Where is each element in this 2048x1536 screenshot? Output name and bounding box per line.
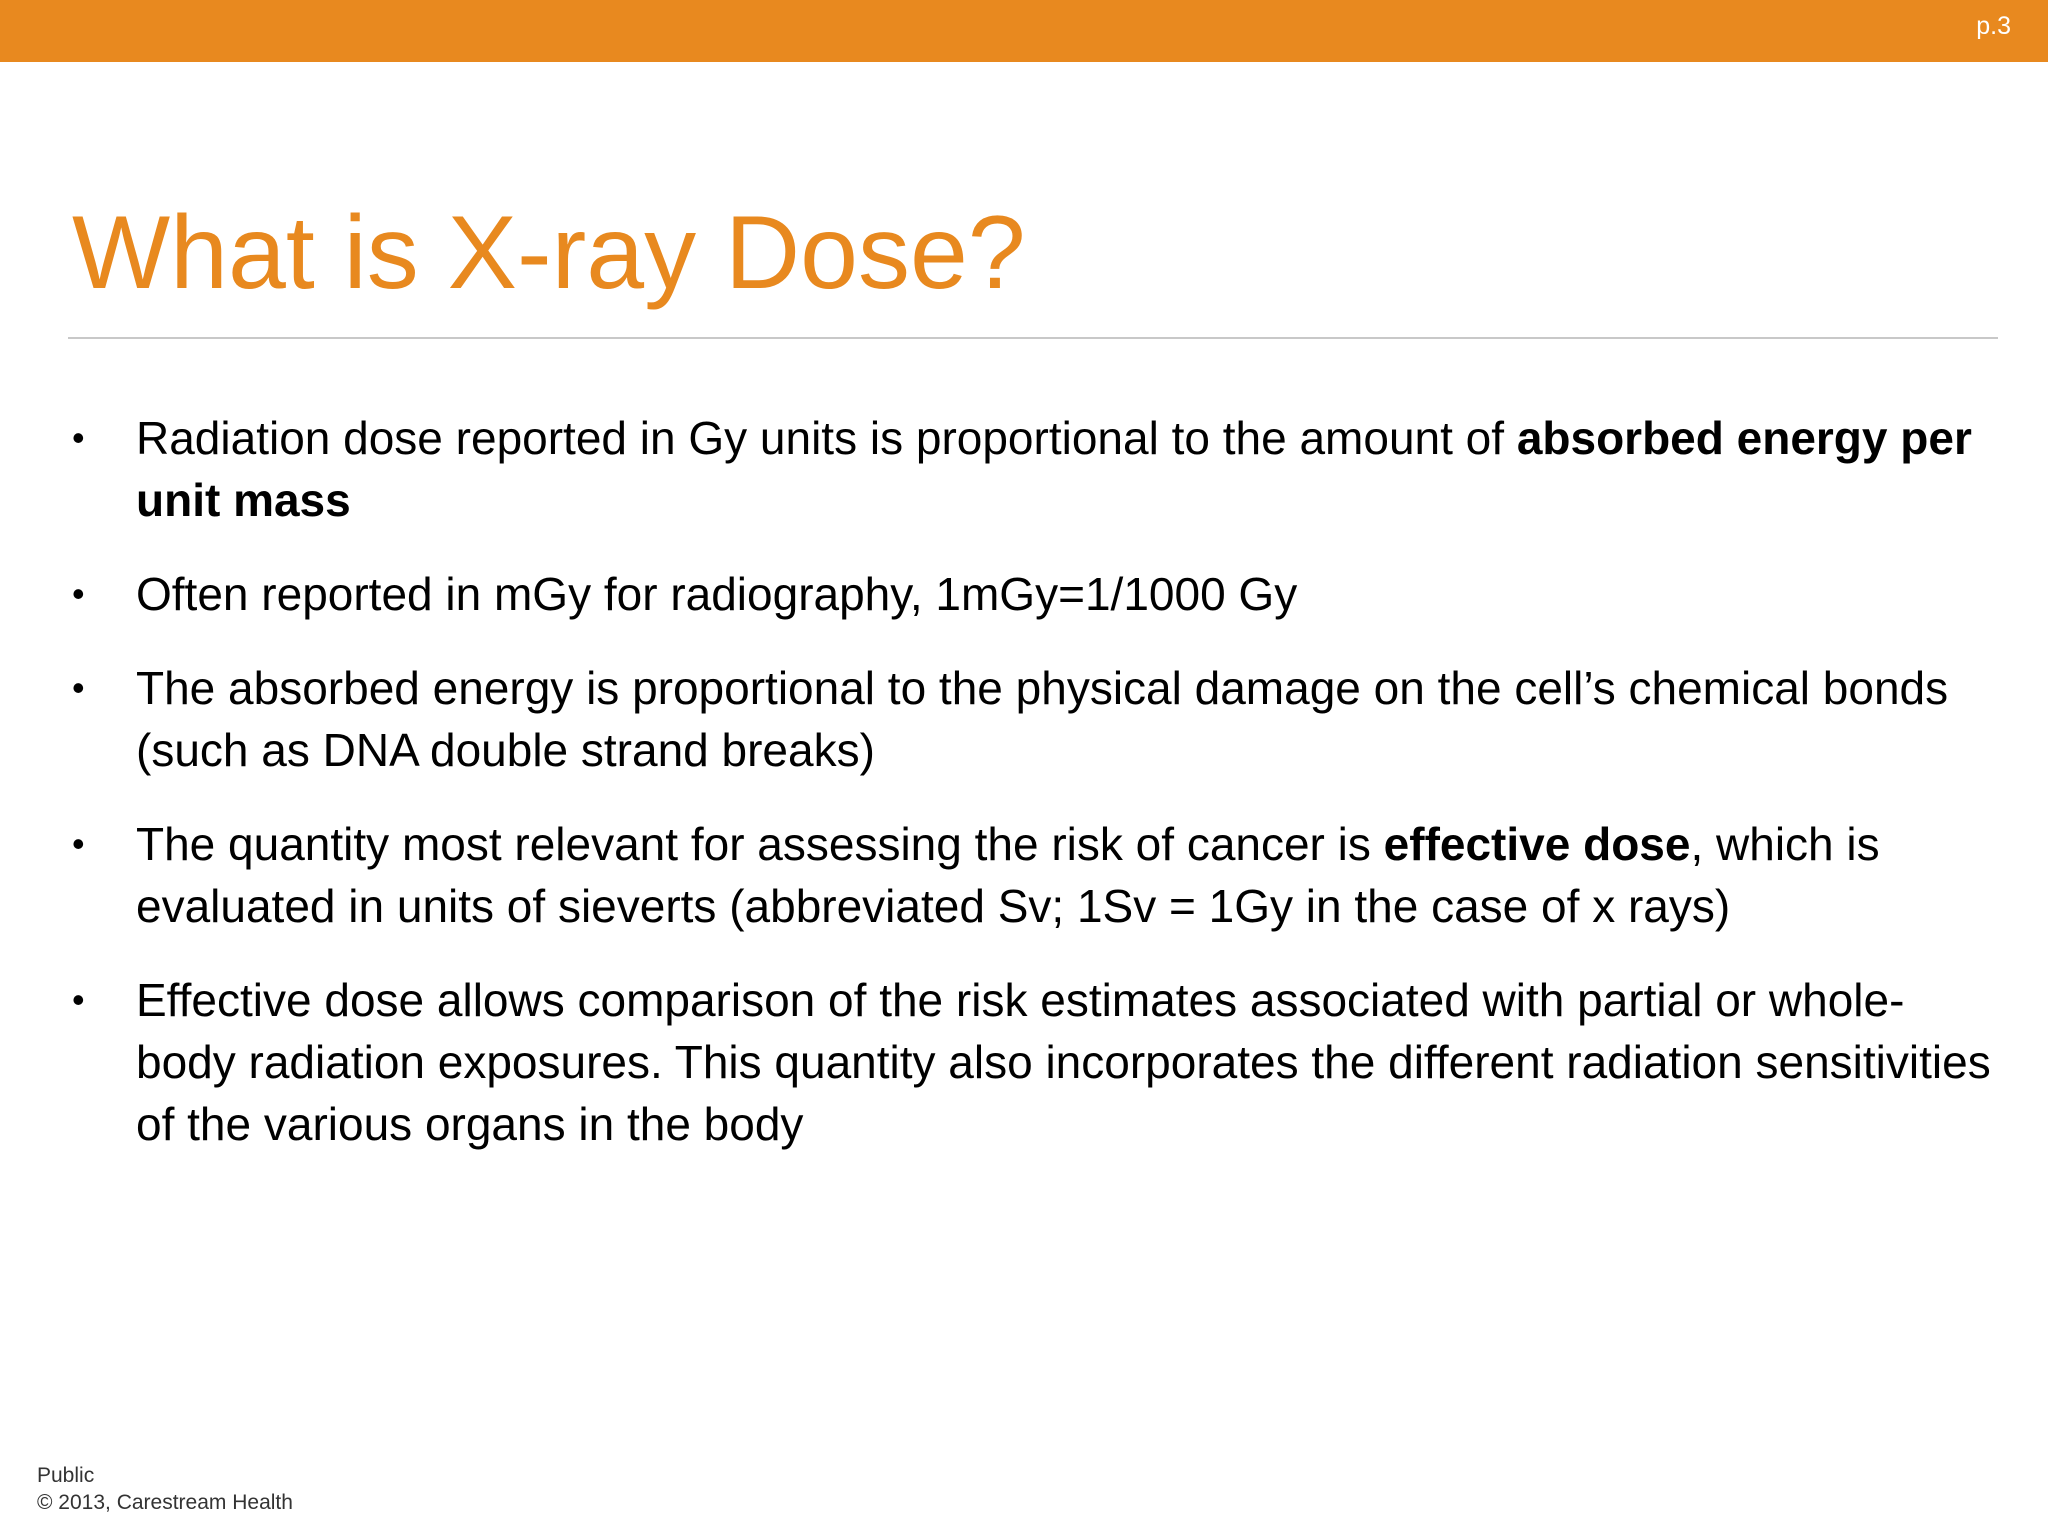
bullet-item bbox=[72, 969, 2002, 1155]
bullet-marker: • bbox=[72, 823, 85, 864]
bullet-marker: • bbox=[72, 573, 85, 614]
bullet-text-plain: The absorbed energy is proportional to the physical damage on the cell’s chemical bonds (such as DNA double strand breaks) bbox=[136, 662, 1949, 776]
footer bbox=[37, 1462, 293, 1516]
bullet-item bbox=[72, 407, 2002, 531]
bullet-marker: • bbox=[72, 667, 85, 708]
bullet-item bbox=[72, 657, 2002, 781]
bullet-marker: • bbox=[72, 979, 85, 1020]
bullet-text bbox=[136, 568, 1297, 620]
title-divider bbox=[68, 337, 1998, 339]
header-bar bbox=[0, 0, 2048, 62]
bullet-text-plain: The quantity most relevant for assessing the risk of cancer is bbox=[136, 818, 1384, 870]
bullet-marker: • bbox=[72, 417, 85, 458]
bullet-text-plain: Radiation dose reported in Gy units is proportional to the amount of bbox=[136, 412, 1517, 464]
bullet-text bbox=[136, 412, 1972, 526]
bullet-text-bold: absorbed energy per unit mass bbox=[136, 412, 1972, 526]
copyright-text: © 2013, Carestream Health bbox=[37, 1491, 293, 1514]
page-number: p.3 bbox=[1976, 12, 2011, 40]
bullet-text-after: , which is evaluated in units of sieverts (abbreviated Sv; 1Sv = 1Gy in the case of x rays) bbox=[136, 818, 1880, 932]
bullet-item bbox=[72, 813, 2002, 937]
bullet-item bbox=[72, 563, 2002, 625]
bullet-text-bold: effective dose bbox=[1383, 818, 1691, 870]
bullet-text-plain: Effective dose allows comparison of the risk estimates associated with partial or whole-body radiation exposures. This quantity also incorporates the different radiation sensitivities of the various organs in the body bbox=[136, 974, 1991, 1150]
bullet-text-plain: Often reported in mGy for radiography, 1mGy=1/1000 Gy bbox=[136, 568, 1298, 620]
bullet-text bbox=[136, 818, 1880, 932]
bullet-list bbox=[72, 407, 2002, 1187]
bullet-text bbox=[136, 662, 1948, 776]
classification-label: Public bbox=[37, 1464, 95, 1487]
slide-title: What is X-ray Dose? bbox=[72, 195, 1026, 311]
bullet-text bbox=[136, 974, 1991, 1150]
